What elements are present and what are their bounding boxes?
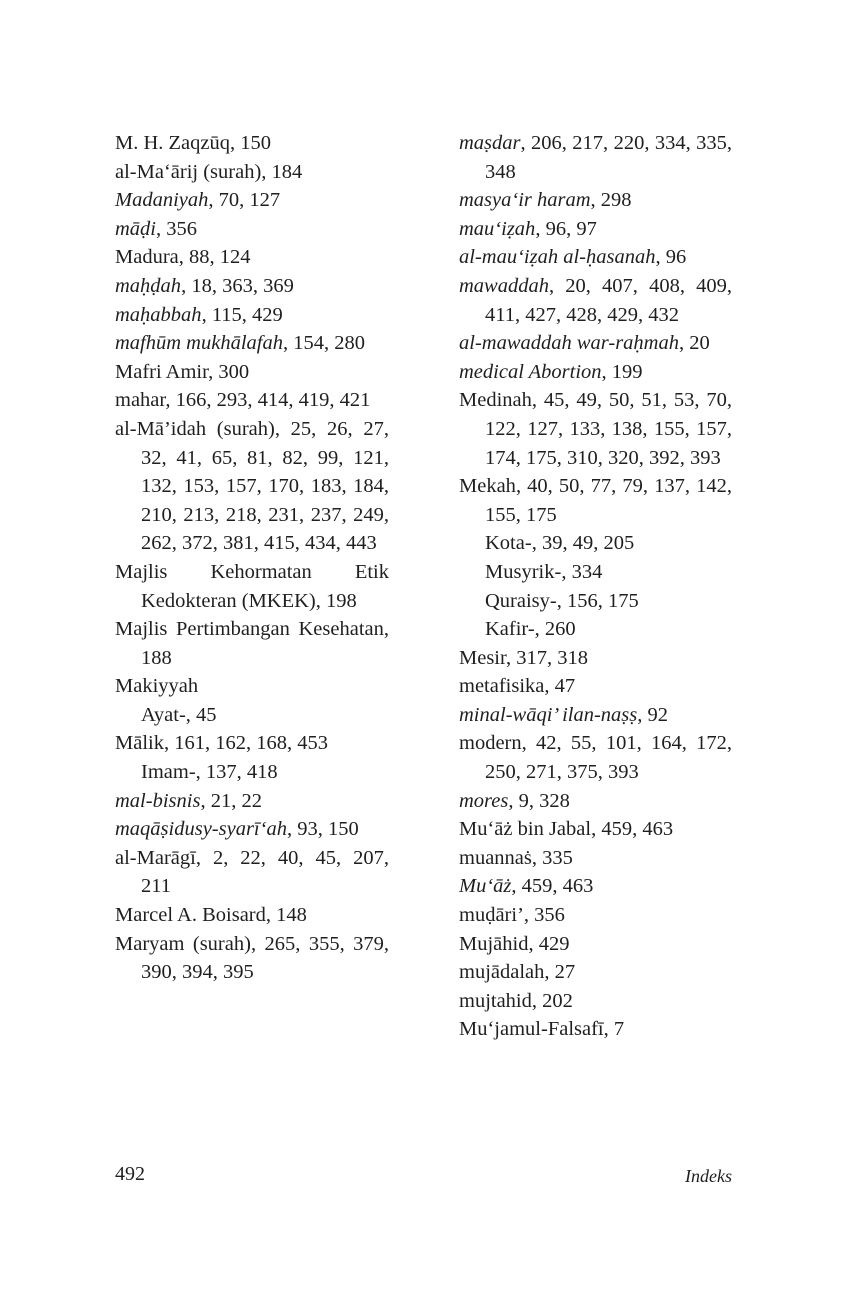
entry-term: al-mawaddah war-raḥmah <box>459 332 679 355</box>
index-entry <box>115 930 389 987</box>
entry-pages: , 42, 55, 101, 164, 172, 250, 271, 375, 393 <box>485 732 732 784</box>
entry-pages: , 9, 328 <box>508 789 570 812</box>
entry-term: Kafir- <box>485 618 535 641</box>
index-entry <box>459 186 732 215</box>
entry-term: Ayat- <box>141 703 186 726</box>
entry-term: masya‘ir haram <box>459 189 591 212</box>
entry-pages: , 459, 463 <box>511 875 594 898</box>
entry-term: maqāṣidusy-syarī‘ah <box>115 818 287 841</box>
index-entry <box>459 215 732 244</box>
index-entry <box>115 243 389 272</box>
entry-term: mores <box>459 789 509 812</box>
index-entry <box>459 529 732 558</box>
entry-term: Makiyyah <box>115 675 199 698</box>
entry-pages: , 27 <box>544 961 576 984</box>
index-entry <box>459 930 732 959</box>
entry-pages: , 199 <box>601 360 643 383</box>
index-entry <box>459 558 732 587</box>
entry-pages: , 298 <box>590 189 632 212</box>
entry-pages: , 70, 127 <box>208 189 281 212</box>
entry-pages: , 7 <box>603 1018 625 1041</box>
entry-term: al-mau‘iẓah al-ḥasanah <box>459 246 656 269</box>
entry-term: Majlis Kehormatan Etik Kedokteran (MKEK) <box>115 560 389 612</box>
index-entry <box>115 186 389 215</box>
index-entry <box>115 901 389 930</box>
entry-pages: , 356 <box>523 904 565 927</box>
entry-pages: , 335 <box>531 846 573 869</box>
entry-pages: , 154, 280 <box>282 332 365 355</box>
index-entry <box>115 672 389 701</box>
index-entry <box>115 386 389 415</box>
index-entry <box>459 901 732 930</box>
entry-pages: , 156, 175 <box>556 589 639 612</box>
entry-pages: , 265, 355, 379, 390, 394, 395 <box>141 932 390 984</box>
entry-pages: , 300 <box>208 360 250 383</box>
entry-term: Madura <box>115 246 179 269</box>
running-title: Indeks <box>685 1166 732 1186</box>
entry-pages: , 18, 363, 369 <box>181 274 294 297</box>
entry-term: al-Mā’idah (surah) <box>115 417 275 440</box>
index-entry <box>459 386 732 472</box>
entry-pages: , 137, 418 <box>195 761 278 784</box>
entry-pages: , 206, 217, 220, 334, 335, 348 <box>485 132 732 183</box>
index-entry <box>459 787 732 816</box>
entry-term: muannaṡ <box>459 846 532 869</box>
index-entry <box>115 358 389 387</box>
entry-term: mawaddah <box>459 274 549 297</box>
index-entry <box>115 301 389 330</box>
index-entry <box>115 729 389 758</box>
index-entry <box>115 272 389 301</box>
index-column-left <box>115 129 389 987</box>
index-entry <box>115 415 389 558</box>
entry-pages: , 45, 49, 50, 51, 53, 70, 122, 127, 133, 138, 155, 157, 174, 175, 310, 320, 392, 393 <box>485 389 732 469</box>
index-entry <box>115 701 389 730</box>
index-entry <box>459 672 732 701</box>
index-entry <box>115 158 389 187</box>
index-entry <box>115 615 389 672</box>
entry-pages: , 25, 26, 27, 32, 41, 65, 81, 82, 99, 121, 132, 153, 157, 170, 183, 184, 210, 213, 218, 231, 237, 249, 262, 372, 381, 415, 434, 443 <box>141 417 389 555</box>
entry-term: al-Ma‘ārij (surah) <box>115 160 262 183</box>
index-column-right <box>459 129 732 1044</box>
entry-pages: , 356 <box>156 217 197 240</box>
entry-term: Mu‘jamul-Falsafī <box>459 1018 604 1041</box>
index-entry <box>459 844 732 873</box>
entry-term: Mujāhid <box>459 932 529 955</box>
entry-term: Madaniyah <box>115 189 209 212</box>
entry-pages: , 317, 318 <box>506 646 589 669</box>
index-entry <box>115 215 389 244</box>
index-entry <box>115 558 389 615</box>
entry-term: Mekah <box>459 475 516 498</box>
entry-pages: , 47 <box>544 675 576 698</box>
index-entry <box>459 729 732 786</box>
entry-term: maṣdar <box>459 132 521 154</box>
entry-pages: , 45 <box>185 703 217 726</box>
entry-pages: , 115, 429 <box>201 303 283 326</box>
entry-term: Imam- <box>141 761 196 784</box>
entry-term: mujādalah <box>459 961 545 984</box>
index-entry <box>459 872 732 901</box>
entry-pages: , 459, 463 <box>591 818 674 841</box>
entry-term: minal-wāqi’ ilan-naṣṣ <box>459 703 638 726</box>
entry-pages: , 198 <box>315 589 357 612</box>
entry-term: Mu‘āż bin Jabal <box>459 818 592 841</box>
index-entry <box>459 587 732 616</box>
entry-term: mahar <box>115 389 166 412</box>
entry-term: mau‘iẓah <box>459 217 536 240</box>
entry-pages: , 88, 124 <box>178 246 251 269</box>
entry-pages: , 148 <box>265 904 307 927</box>
entry-term: Marcel A. Boisard <box>115 904 266 927</box>
entry-term: Medinah <box>459 389 532 412</box>
entry-pages: , 92 <box>637 703 668 726</box>
entry-term: al-Marāgī <box>115 846 196 869</box>
index-entry <box>459 987 732 1016</box>
entry-pages: , 20, 407, 408, 409, 411, 427, 428, 429, 432 <box>485 274 732 326</box>
index-entry <box>459 272 732 329</box>
entry-pages: , 93, 150 <box>286 818 359 841</box>
entry-pages: , 39, 49, 205 <box>531 532 635 555</box>
entry-pages: , 96 <box>655 246 687 269</box>
entry-term: maḥabbah <box>115 303 202 326</box>
entry-pages: , 166, 293, 414, 419, 421 <box>165 389 371 412</box>
index-entry <box>459 243 732 272</box>
entry-term: M. H. Zaqzūq <box>115 132 231 154</box>
entry-pages: , 188 <box>141 618 389 669</box>
entry-pages: , 96, 97 <box>535 217 597 240</box>
entry-term: medical Abortion <box>459 360 602 383</box>
index-entry <box>115 129 389 158</box>
entry-pages: , 260 <box>534 618 576 641</box>
entry-pages: , 2, 22, 40, 45, 207, 211 <box>141 846 389 898</box>
entry-term: Maryam (surah) <box>115 932 251 955</box>
index-entry <box>115 844 389 901</box>
entry-term: maḥḍah <box>115 274 182 297</box>
entry-term: Majlis Pertimbangan Kesehatan <box>115 618 384 641</box>
entry-term: māḍi <box>115 217 156 240</box>
entry-pages: , 20 <box>678 332 710 355</box>
entry-term: Mu‘āż <box>459 875 512 898</box>
page-number: 492 <box>115 1163 145 1185</box>
entry-pages: , 150 <box>230 132 272 154</box>
entry-term: Quraisy- <box>485 589 557 612</box>
index-entry <box>459 615 732 644</box>
index-entry <box>459 815 732 844</box>
index-entry <box>115 329 389 358</box>
entry-term: Kota- <box>485 532 532 555</box>
entry-term: Mafri Amir <box>115 360 209 383</box>
index-entry <box>459 472 732 529</box>
index-entry <box>459 129 732 186</box>
entry-pages: , 334 <box>561 560 603 583</box>
entry-pages: , 429 <box>528 932 570 955</box>
index-entry <box>459 644 732 673</box>
entry-term: Mesir <box>459 646 507 669</box>
entry-term: metafisika <box>459 675 545 698</box>
index-entry <box>459 1015 732 1044</box>
entry-pages: , 202 <box>531 989 573 1012</box>
index-entry <box>115 758 389 787</box>
entry-pages: , 184 <box>261 160 303 183</box>
index-entry <box>459 701 732 730</box>
entry-term: modern <box>459 732 522 755</box>
entry-term: muḍāri’ <box>459 904 524 927</box>
entry-term: mafhūm mukhālafah <box>115 332 283 355</box>
entry-term: mujtahid <box>459 989 532 1012</box>
index-entry <box>115 815 389 844</box>
entry-pages: , 40, 50, 77, 79, 137, 142, 155, 175 <box>485 475 732 526</box>
entry-term: Mālik <box>115 732 164 755</box>
entry-pages: , 21, 22 <box>200 789 262 812</box>
entry-term: Musyrik- <box>485 560 562 583</box>
entry-pages: , 161, 162, 168, 453 <box>163 732 328 755</box>
entry-term: mal-bisnis <box>115 789 201 812</box>
index-entry <box>459 358 732 387</box>
index-entry <box>115 787 389 816</box>
index-entry <box>459 958 732 987</box>
index-entry <box>459 329 732 358</box>
